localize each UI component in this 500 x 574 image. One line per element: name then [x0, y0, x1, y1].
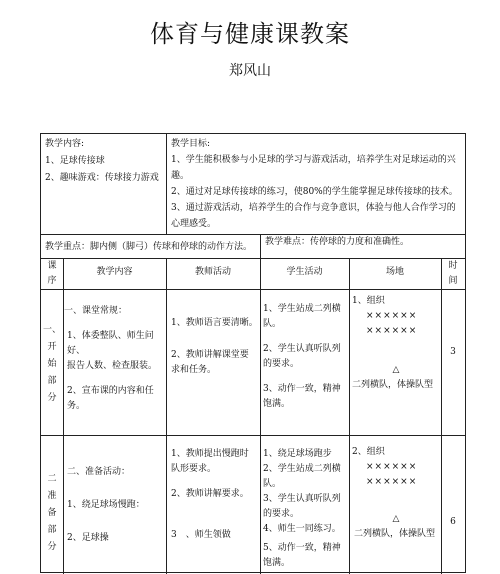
- row2-formation-caption: 二列横队，体操队型: [354, 529, 436, 539]
- difficulties: 教学难点：传停球的力度和准确性。: [265, 237, 410, 247]
- teacher-position-icon: △: [392, 365, 400, 375]
- row2-student-line: 队。: [263, 479, 282, 489]
- teaching-goals-cell: [171, 137, 463, 232]
- row2-content-line: 2、足球操: [67, 533, 109, 543]
- row1-content-line: 一、课堂常规：: [64, 306, 128, 316]
- row1-time: 3: [450, 347, 456, 357]
- row2-student-line: 的要求。: [263, 509, 300, 519]
- goal-line: 趣。: [171, 171, 190, 181]
- teacher-position-icon: △: [392, 514, 400, 524]
- row2-venue: [352, 445, 440, 542]
- col-header-content: 教学内容: [96, 267, 133, 277]
- row1-teacher: [171, 316, 259, 378]
- lesson-plan-table: [40, 133, 466, 573]
- teaching-content-label: 教学内容:: [45, 139, 85, 149]
- goal-line: 2、通过对足球传接球的练习，使80%的学生能掌握足球传接球的技术。: [171, 187, 458, 197]
- row2-content-line: 1、绕足球场慢跑：: [67, 500, 145, 510]
- row1-venue-label: 1、组织: [352, 296, 385, 306]
- row2-student-line: 1、绕足球场跑步: [263, 449, 332, 459]
- goal-line: 心理感受。: [171, 219, 217, 229]
- row2-student-line: 5、动作一致，精神: [263, 543, 341, 553]
- col-header-venue: 场地: [385, 267, 404, 277]
- goal-line: 1、学生能积极参与小足球的学习与游戏活动，培养学生对足球运动的兴: [171, 155, 456, 165]
- row2-teacher-line: 2、教师讲解要求。: [171, 489, 249, 499]
- teaching-goals-label: 教学目标:: [171, 139, 211, 149]
- row1-phase: 一、 开 始 部 分: [42, 325, 61, 403]
- row1-content-line: 2、宣布课的内容和任务。: [67, 386, 154, 411]
- row1-content-line: 1、体委整队、师生问好、: [67, 331, 154, 356]
- col-header-teacher: 教师活动: [194, 267, 231, 277]
- row2-student-line: 饱满。: [263, 558, 291, 568]
- row1-student-line: 3、动作一致，精神: [263, 384, 341, 394]
- row1-content: [64, 304, 165, 414]
- row2-time: 6: [450, 517, 456, 527]
- row2-teacher-line: 队形要求。: [171, 464, 217, 474]
- goal-line: 3、通过游戏活动，培养学生的合作与竞争意识，体验与他人合作学习的: [171, 203, 456, 213]
- row1-student-line: 2、学生认真听队列: [263, 344, 341, 354]
- row2-student: [263, 447, 348, 571]
- row1-teacher-line: 2、教师讲解课堂要: [171, 350, 249, 360]
- teaching-content-item: 1、足球传接球: [45, 156, 105, 166]
- row2-student-line: 3、学生认真听队列: [263, 494, 341, 504]
- row1-formation-caption: 二列横队，体操队型: [352, 380, 434, 390]
- page-title: 体育与健康课教案: [150, 20, 350, 48]
- row2-teacher: [171, 447, 259, 543]
- row2-teacher-line: 1、教师提出慢跑时: [171, 449, 249, 459]
- row2-formation-line: ××××××: [366, 462, 418, 472]
- row2-formation-line: ××××××: [366, 477, 418, 487]
- col-header-phase: 课 序: [47, 261, 57, 286]
- teaching-content-cell: [45, 137, 163, 186]
- key-points: 教学重点：脚内侧（脚弓）传球和停球的动作方法。: [45, 242, 253, 252]
- row1-student-line: 饱满。: [263, 399, 291, 409]
- row1-student-line: 队。: [263, 319, 282, 329]
- row1-venue: [352, 294, 440, 393]
- row2-content: [67, 465, 165, 546]
- row1-teacher-line: 1、教师语言要清晰。: [171, 318, 258, 328]
- row1-student: [263, 302, 348, 412]
- row2-phase: 二 准 备 部 分: [47, 474, 57, 552]
- row1-content-line: 报告人数、检查服装。: [67, 361, 158, 371]
- row2-student-line: 4、师生一同练习。: [263, 524, 341, 534]
- col-header-student: 学生活动: [286, 267, 323, 277]
- row1-formation-line: ××××××: [366, 311, 418, 321]
- col-header-time: 时 间: [448, 261, 458, 286]
- row1-student-line: 1、学生站成二列横: [263, 304, 341, 314]
- row2-teacher-line: 3 、师生领做: [171, 530, 231, 540]
- row2-venue-label: 2、组织: [352, 447, 385, 457]
- teaching-content-item: 2、趣味游戏：传球接力游戏: [45, 173, 159, 183]
- author-name: 郑风山: [229, 63, 271, 79]
- row2-student-line: 2、学生站成二列横: [263, 464, 341, 474]
- row1-student-line: 的要求。: [263, 359, 300, 369]
- row2-content-line: 二、准备活动：: [67, 467, 131, 477]
- row1-formation-line: ××××××: [366, 326, 418, 336]
- row1-teacher-line: 求和任务。: [171, 365, 217, 375]
